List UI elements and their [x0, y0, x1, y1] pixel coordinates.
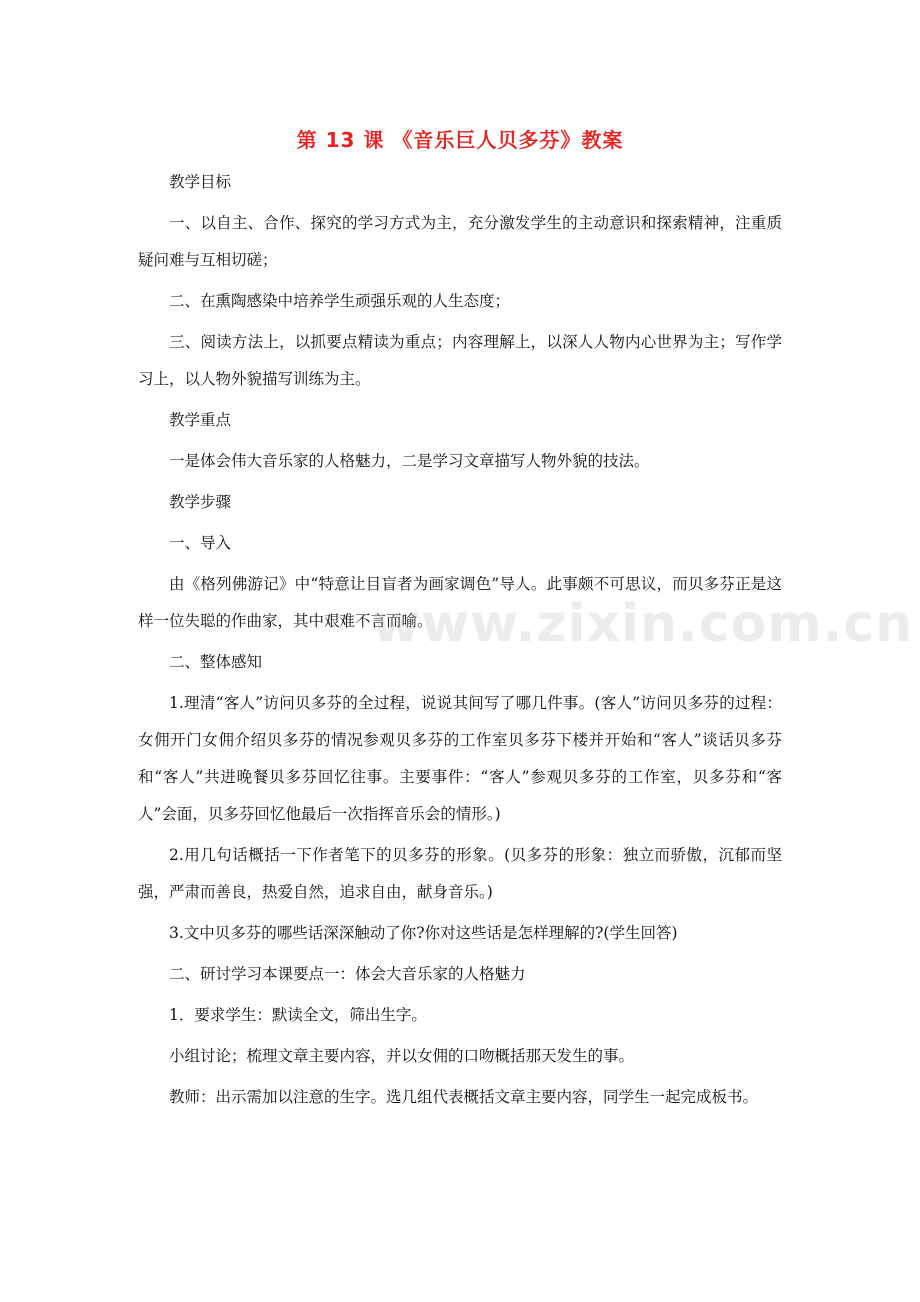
- document-title: 第 13 课 《音乐巨人贝多芬》教案: [296, 128, 624, 152]
- paragraph: 二、研讨学习本课要点一：体会大音乐家的人格魅力: [169, 965, 526, 983]
- paragraph: 由《格列佛游记》中“特意让目盲者为画家调色”导人。此事颇不可思议，而贝多芬正是这样一位失聪的作曲家，其中艰难不言而喻。: [138, 575, 782, 630]
- paragraph-heading-key-points: 教学重点: [169, 411, 232, 429]
- paragraph: 二、整体感知: [169, 653, 263, 671]
- paragraph: 3.文中贝多芬的哪些话深深触动了你?你对这些话是怎样理解的?(学生回答): [169, 924, 678, 942]
- paragraph: 一是体会伟大音乐家的人格魅力，二是学习文章描写人物外貌的技法。: [169, 452, 650, 470]
- paragraph: 一、以自主、合作、探究的学习方式为主，充分激发学生的主动意识和探索精神，注重质疑问难与互相切磋；: [138, 214, 782, 269]
- paragraph: 小组讨论；梳理文章主要内容，并以女佣的口吻概括那天发生的事。: [169, 1047, 635, 1065]
- paragraph-heading-objectives: 教学目标: [169, 173, 232, 191]
- paragraph: 1.理清“客人”访问贝多芬的全过程，说说其间写了哪几件事。(客人”访问贝多芬的过程：女佣开门女佣介绍贝多芬的情况参观贝多芬的工作室贝多芬下楼并开始和“客人”谈话贝多芬和“客人”共进晚餐贝多芬回忆往事。主要事件：“客人”参观贝多芬的工作室，贝多芬和“客人”会面，贝多芬回忆他最后一次指挥音乐会的情形。): [138, 694, 782, 823]
- paragraph: 教师：出示需加以注意的生字。选几组代表概括文章主要内容，同学生一起完成板书。: [169, 1088, 759, 1106]
- paragraph: 一、导入: [169, 534, 232, 552]
- paragraph: 1．要求学生：默读全文，筛出生字。: [169, 1006, 427, 1024]
- watermark: www.zixin.com.cn: [372, 594, 914, 654]
- paragraph: 三、阅读方法上，以抓要点精读为重点；内容理解上，以深人人物内心世界为主；写作学习上，以人物外貌描写训练为主。: [138, 333, 782, 388]
- document-body: [138, 164, 782, 1120]
- paragraph: 二、在熏陶感染中培养学生顽强乐观的人生态度；: [169, 292, 511, 310]
- paragraph-heading-steps: 教学步骤: [169, 493, 232, 511]
- paragraph: 2.用几句话概括一下作者笔下的贝多芬的形象。(贝多芬的形象：独立而骄傲，沉郁而坚强，严肃而善良，热爱自然，追求自由，献身音乐。): [138, 846, 782, 901]
